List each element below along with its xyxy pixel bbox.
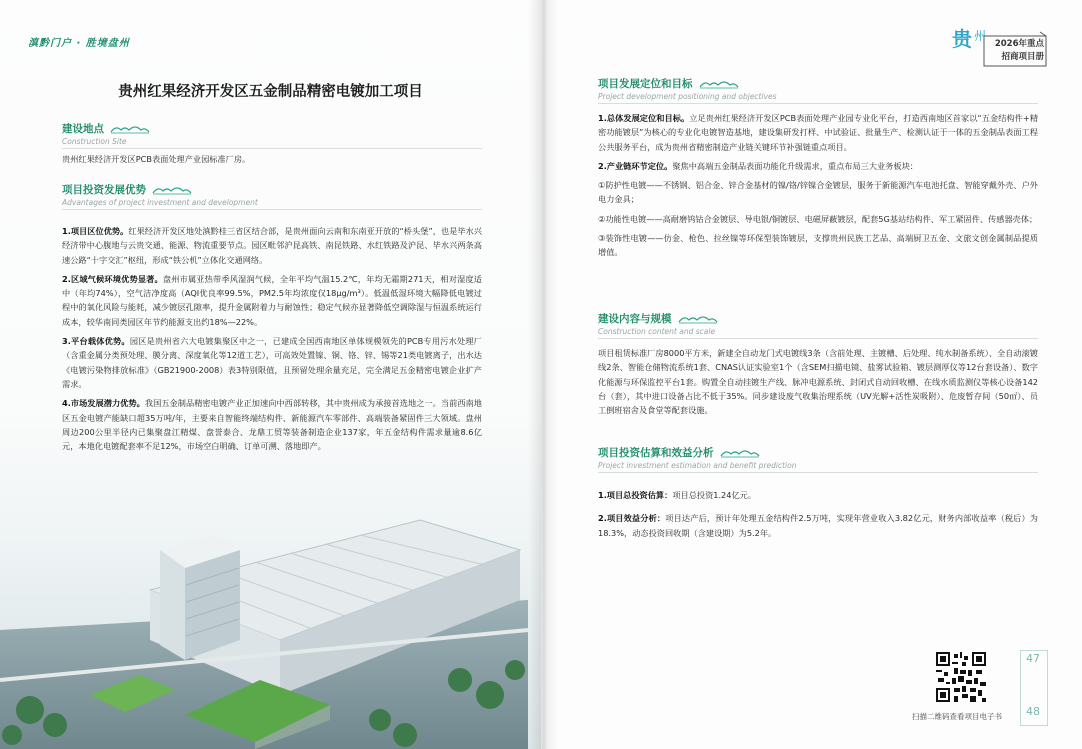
section-subtitle: Advantages of project investment and development — [62, 198, 482, 210]
section-positioning — [598, 76, 1038, 265]
item-body: 红果经济开发区地处滇黔桂三省区结合部，是贵州面向云南和东南亚开放的“桥头堡”，也是毕水兴经济带中心腹地与云贵交通、能源、物流重要节点。园区毗邻沪昆高铁、南昆铁路、水红铁路及沪昆、毕水兴两条高速公路“十字交汇”枢纽，形成“铁公机”立体化交通网络。 — [62, 226, 482, 265]
wave-icon — [720, 448, 760, 458]
section-advantages — [62, 182, 482, 458]
item-head: 1.总体发展定位和目标。 — [598, 113, 690, 123]
list-item — [598, 212, 1038, 226]
section-subtitle: Construction Site — [62, 137, 482, 149]
wave-icon — [678, 314, 718, 324]
svg-text:州: 州 — [974, 29, 987, 43]
section-header — [62, 121, 482, 136]
item-head: 2.项目效益分析： — [598, 513, 666, 524]
location-text: 贵州红果经济开发区PCB表面处理产业园标准厂房。 — [62, 154, 251, 164]
svg-text:贵: 贵 — [952, 27, 972, 51]
section-subtitle: Construction content and scale — [598, 327, 1038, 339]
content-text: 项目租赁标准厂房8000平方米，新建全自动龙门式电镀线3条（含前处理、主镀槽、后处理、纯水制备系统）、全自动滚镀线2条、智能仓储物流系统1套、CNAS认证实验室1个（含SEM扫描电镜、盐雾试验箱、镀层测厚仪等12台套设备）、数字化能源与环保监控平台1套。购置全自动挂镀生产线、脉冲电源系统、封闭式自动回收槽、在线水质监测仪等核心设备142台（套），其中进口设备占比不低于35%。同步建设废气收集治理系统（UV光解+活性炭吸附）、危废暂存间（50㎡）、员工倒班宿舍及食堂等配套设施。 — [598, 348, 1038, 416]
section-header — [62, 182, 482, 197]
item-body: ③装饰性电镀——仿金、枪色、拉丝镍等环保型装饰镀层，支撑贵州民族工艺品、高端厨卫五金、文旅文创金属制品提质增值。 — [598, 233, 1038, 258]
page-title: 贵州红果经济开发区五金制品精密电镀加工项目 — [118, 84, 423, 100]
item-body: ②功能性电镀——高耐磨钨钴合金镀层、导电银/铜镀层、电磁屏蔽镀层，配套5G基站结构件、军工紧固件、传感器壳体； — [598, 213, 1038, 224]
list-item — [62, 334, 482, 391]
list-item — [598, 488, 1038, 502]
section-header — [598, 311, 1038, 326]
section-title: 建设内容与规模 — [598, 313, 672, 325]
item-head: 1.项目总投资估算： — [598, 490, 673, 500]
factory-rendering-illustration — [0, 480, 528, 749]
investment-list — [598, 488, 1038, 540]
item-head: 3.平台载体优势。 — [62, 336, 130, 347]
item-body: 我国五金制品精密电镀产业正加速向中西部转移，其中贵州成为承接首选地之一。当前西南地区五金电镀产能缺口超35万吨/年，主要来自智能终端结构件、新能源汽车零部件、高端装备紧固件三大领域。盘州周边200公里半径内已集聚盘江精煤、盘誉泰合、龙鼎工贸等装备制造企业137家，年五金结构件需求量逾8.6亿元，本地化电镀配套率不足12%，市场空白明确、订单可溯、落地即产。 — [62, 398, 482, 452]
list-item — [598, 111, 1038, 154]
section-header — [598, 445, 1038, 460]
page-number-left: 47 — [1026, 652, 1040, 665]
item-head: 1.项目区位优势。 — [62, 226, 129, 236]
wave-icon — [152, 185, 192, 195]
item-head: 2.产业链环节定位。 — [598, 160, 673, 171]
item-body: 项目总投资1.24亿元。 — [672, 490, 757, 500]
list-item — [598, 511, 1038, 540]
list-item — [598, 178, 1038, 207]
list-item — [598, 159, 1038, 173]
section-subtitle: Project development positioning and objectives — [598, 92, 1038, 104]
book-label — [984, 38, 1044, 64]
item-body: 盘州市属亚热带季风湿润气候，全年平均气温15.2℃，年均无霜期271天，相对湿度适中（年均74%），空气洁净度高（AQI优良率99.5%，PM2.5年均浓度仅18μg/m³）。低温低湿环境大幅降低电镀过程中的氧化风险与能耗，减少镀层孔隙率，提升金属附着力与耐蚀性；稳定气候亦显著降低空调除湿与恒温系统运行成本，较华南同类园区年节约能源支出约18%—22%。 — [62, 273, 482, 327]
section-header — [598, 76, 1038, 91]
positioning-list — [598, 111, 1038, 260]
page-number-right: 48 — [1026, 705, 1040, 718]
book-name: 招商项目册 — [1001, 52, 1044, 62]
section-content — [598, 311, 1038, 417]
item-body: 园区是贵州省六大电镀集聚区中之一，已建成全国西南地区单体规模领先的PCB专用污水处理厂（含重金属分类预处理、膜分离、深度氧化等12道工艺），可高效处置镍、铜、铬、锌、锡等21类电镀离子，出水达《电镀污染物排放标准》（GB21900-2008）表3特别限值，且预留处理余量充足，完全满足五金精密电镀企业扩产需求。 — [62, 336, 482, 389]
section-location — [62, 121, 482, 166]
list-item — [598, 231, 1038, 260]
item-body: 项目达产后，预计年处理五金结构件2.5万吨，实现年营业收入3.82亿元，财务内部收益率（税后）为18.3%，动态投资回收期（含建设期）为5.2年。 — [598, 513, 1038, 538]
item-body: ①防护性电镀——不锈钢、铝合金、锌合金基材的镍/铬/锌镍合金镀层，服务于新能源汽车电池托盘、智能穿戴外壳、户外电力金具； — [598, 180, 1038, 205]
qr-caption: 扫描二维码查看项目电子书 — [912, 712, 1002, 721]
item-head: 4.市场发展潜力优势。 — [62, 398, 145, 409]
book-year: 2026年重点 — [994, 39, 1044, 49]
advantages-list — [62, 224, 482, 453]
list-item — [62, 224, 482, 267]
section-title: 项目发展定位和目标 — [598, 78, 693, 90]
section-investment — [598, 445, 1038, 545]
wave-icon — [110, 124, 150, 134]
qr-code-icon[interactable] — [936, 652, 986, 702]
item-body: 聚焦中高端五金制品表面功能化升级需求，重点布局三大业务板块： — [672, 160, 918, 171]
list-item — [62, 396, 482, 453]
item-body: 立足贵州红果经济开发区PCB表面处理产业园专业化平台，打造西南地区首家以“五金结构件+精密功能镀层”为核心的专业化电镀智造基地，建设集研发打样、中试验证、批量生产、检测认证于一体的五金制品表面工程公共服务平台，成为贵州省精密制造产业链关键环节补强链重点项目。 — [598, 113, 1039, 152]
section-title: 建设地点 — [62, 123, 104, 135]
wave-icon — [699, 79, 739, 89]
item-head: 2.区域气候环境优势显著。 — [62, 273, 163, 284]
section-title: 项目投资发展优势 — [62, 184, 146, 196]
section-subtitle: Project investment estimation and benefit prediction — [598, 461, 1038, 473]
list-item — [62, 272, 482, 329]
section-title: 项目投资估算和效益分析 — [598, 447, 714, 459]
slogan: 滇黔门户 · 胜境盘州 — [28, 38, 130, 49]
